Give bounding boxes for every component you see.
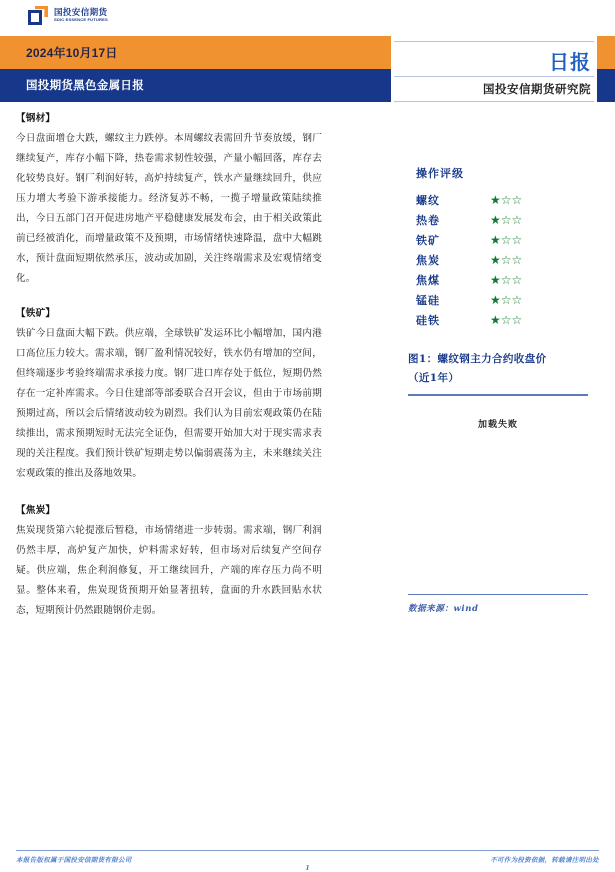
header-rule-bottom (394, 101, 594, 102)
rating-rows (416, 190, 599, 330)
rating-row (416, 210, 599, 230)
rating-product-name: 焦炭 (416, 254, 440, 267)
brand-logo (0, 0, 615, 36)
report-organization: 国投安信期货研究院 (483, 84, 591, 96)
rating-product-name: 焦煤 (416, 274, 440, 287)
section-heading: 【焦炭】 (16, 505, 56, 516)
figure-load-error: 加载失败 (477, 419, 518, 430)
rating-product-name: 锰硅 (416, 294, 440, 307)
rating-product-name: 硅铁 (416, 314, 440, 327)
figure-chart-area (408, 396, 588, 594)
logo-name-cn: 国投安信期货 (54, 7, 108, 17)
footer-disclaimer: 不可作为投资依据，转载请注明出处 (490, 856, 599, 864)
rating-stars: ★☆☆ (490, 293, 523, 307)
report-type-label: 日报 (549, 52, 591, 74)
rating-stars: ★☆☆ (490, 233, 523, 247)
rating-product-name: 铁矿 (416, 234, 440, 247)
header-rule-middle (394, 76, 594, 77)
footer-copyright: 本报告版权属于国投安信期货有限公司 (16, 856, 132, 864)
rating-stars: ★☆☆ (490, 193, 523, 207)
rating-product-name: 热卷 (416, 214, 440, 227)
report-date: 2024年10月17日 (26, 46, 118, 60)
section-paragraph: 焦炭现货第六轮提涨后暂稳，市场情绪进一步转弱。需求端，钢厂利润仍然丰厚，高炉复产加快，炉料需求好转，但市场对后续复产空间存疑。供应端，焦企利润修复，开工继续回升，产端的库存压力尚不明显。整体来看，焦炭现货预期开始显著扭转，盘面的升水跌回贴水状态，短期预计仍然跟随钢价走弱。 (16, 525, 322, 616)
figure-caption-line2: （近1年） (408, 372, 460, 384)
section-steel (16, 110, 322, 289)
report-header (0, 36, 615, 102)
figure-data-source: 数据来源：wind (408, 604, 479, 614)
figure-caption-line1: 图1：螺纹钢主力合约收盘价 (408, 353, 547, 365)
rating-product-name: 螺纹 (416, 194, 440, 207)
logo-wordmark (54, 6, 107, 22)
section-coke (16, 502, 322, 621)
operation-rating-table (394, 165, 599, 330)
rating-table-title: 操作评级 (416, 167, 464, 180)
rating-stars: ★☆☆ (490, 313, 523, 327)
rating-row (416, 270, 599, 290)
rating-stars: ★☆☆ (490, 253, 523, 267)
report-body (0, 110, 615, 830)
header-rule-top (394, 41, 594, 42)
section-paragraph: 铁矿今日盘面大幅下跌。供应端，全球铁矿发运环比小幅增加，国内港口高位压力较大。需求端，钢厂盈利情况较好，铁水仍有增加的空间，但终端逐步考验终端需求承接力度。钢厂进口库存处于低位，短期仍然存在一定补库需求。今日住建部等部委联合召开会议，但由于市场前期预期过高，所以会后情绪波动较为剧烈。我们认为目前宏观政策仍在陆续推出，需求预期短时无法完全证伪，但需要开始加大对于现实需求表现的关注程度。我们预计铁矿短期走势以偏弱震荡为主，未来继续关注宏观政策的推出及落地效果。 (16, 328, 322, 479)
section-paragraph: 今日盘面增仓大跌，螺纹主力跌停。本周螺纹表需回升节奏放缓，钢厂继续复产，库存小幅下降，热卷需求韧性较强，产量小幅回落，库存去化较势良好。钢厂利润好转，高炉持续复产，铁水产量继续回升，供应压力增大考验下游承接能力。经济复苏不畅，一揽子增量政策陆续推出，今日五部门召开促进房地产平稳健康发展发布会，由于相关政策此前已经被消化，而增量政策不及预期，市场情绪快速降温，盘中大幅跳水，预计盘面短期依然承压，波动或加剧，关注终端需求及宏观情绪变化。 (16, 133, 322, 284)
figure-caption (394, 350, 599, 388)
figure-rule-bottom (408, 594, 588, 596)
header-band-right-edge (597, 36, 615, 102)
rating-stars: ★☆☆ (490, 213, 523, 227)
footer-rule (16, 850, 599, 852)
section-iron-ore (16, 305, 322, 484)
section-heading: 【钢材】 (16, 113, 56, 124)
footer-page-number: 1 (305, 864, 310, 872)
logo-name-en: SDIC ESSENCE FUTURES (54, 17, 108, 22)
header-right-panel (394, 36, 594, 102)
section-heading: 【铁矿】 (16, 308, 56, 319)
page-footer (0, 850, 615, 872)
rating-stars: ★☆☆ (490, 273, 523, 287)
page-title: 国投期货黑色金属日报 (26, 80, 144, 92)
commentary-column (16, 110, 322, 637)
header-band-left (0, 36, 391, 102)
sidebar-column (394, 110, 599, 614)
rating-row (416, 310, 599, 330)
rating-row (416, 290, 599, 310)
rating-row (416, 230, 599, 250)
rating-row (416, 190, 599, 210)
logo-mark-icon (28, 6, 48, 26)
rating-row (416, 250, 599, 270)
